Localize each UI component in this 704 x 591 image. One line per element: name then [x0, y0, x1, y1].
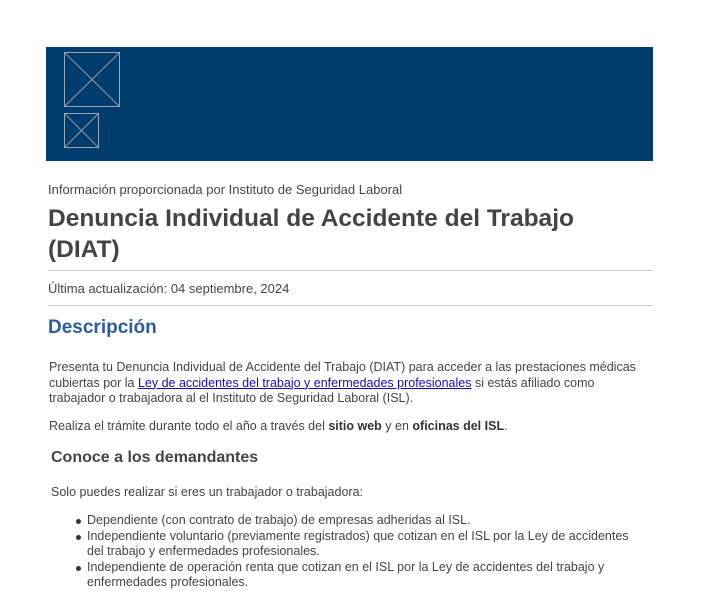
last-updated	[48, 281, 289, 296]
website-highlight: sitio web	[328, 419, 382, 433]
description-paragraph	[49, 360, 649, 407]
availability-text: y en	[381, 419, 413, 433]
offices-highlight: oficinas del ISL	[412, 419, 505, 433]
last-updated-label: Última actualización:	[48, 281, 171, 296]
header-banner	[46, 47, 653, 161]
divider	[48, 305, 653, 306]
law-link[interactable]: Ley de accidentes del trabajo y enfermedades profesionales	[137, 375, 472, 390]
list-item: Independiente voluntario (previamente registrados) que cotizan en el ISL por la Ley de accidentes del trabajo y enfermedades profesionales.	[87, 529, 647, 560]
requirements-list	[87, 513, 647, 591]
list-item: Independiente de operación renta que cotizan en el ISL por la Ley de accidentes del trabajo y enfermedades profesionales.	[87, 560, 647, 591]
broken-image-icon	[64, 113, 99, 148]
provider-text: Información proporcionada por Instituto de Seguridad Laboral	[48, 182, 403, 197]
availability-text: .	[504, 419, 508, 433]
divider	[48, 270, 653, 271]
availability-text: Realiza el trámite durante todo el año a través del	[49, 419, 329, 433]
last-updated-date: 04 septiembre, 2024	[170, 281, 290, 296]
description-text: Presenta tu Denuncia Individual de Accidente del Trabajo (DIAT) para acceder a las prestaciones médicas cubiertas por la	[49, 360, 636, 390]
description-text: si estás afiliado como trabajador o trabajadora al el Instituto de Seguridad Laboral (ISL).	[49, 375, 595, 405]
description-heading: Descripción	[48, 317, 157, 338]
broken-image-icon	[64, 52, 120, 107]
list-item: Dependiente (con contrato de trabajo) de empresas adheridas al ISL.	[87, 513, 647, 529]
page-title: Denuncia Individual de Accidente del Trabajo (DIAT)	[48, 205, 574, 263]
availability-paragraph	[49, 419, 649, 435]
requirements-intro: Solo puedes realizar si eres un trabajador o trabajadora:	[51, 485, 363, 499]
requirements-heading: Conoce a los demandantes	[51, 449, 259, 466]
